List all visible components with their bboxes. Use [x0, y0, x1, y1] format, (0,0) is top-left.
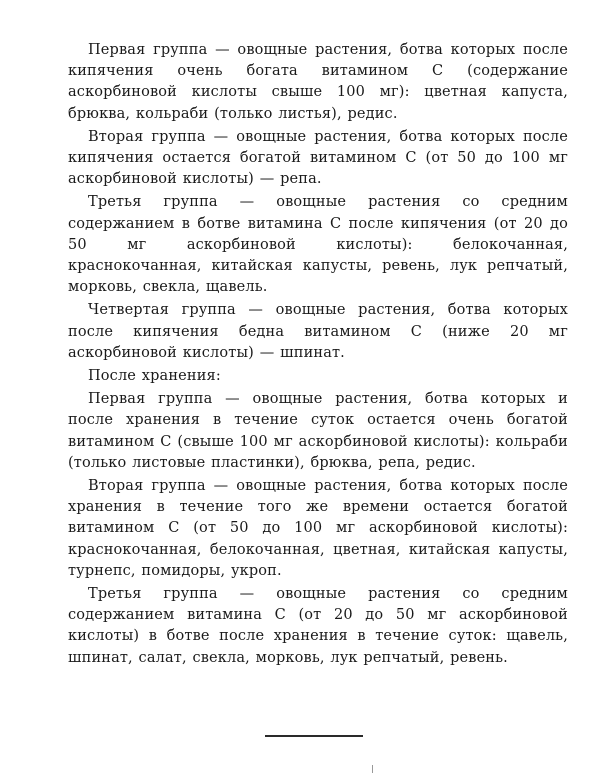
- paragraph-storage-group-1: Первая группа — овощные растения, ботва которых и после хранения в течение суток остается очень богатой витамином С (свыше 100 мг аскорбиновой кислоты): кольраби (только листовые пластинки), брюква, репа, редис.: [68, 391, 568, 471]
- scan-mark: [372, 765, 373, 773]
- text-body: [68, 40, 568, 669]
- end-divider-rule: [265, 735, 363, 737]
- paragraph-boiling-group-1: Первая группа — овощные растения, ботва которых после кипячения очень богата витамином С (содержание аскорбиновой кислоты свыше 100 мг): цветная капуста, брюква, кольраби (только листья), редис.: [68, 42, 568, 122]
- paragraph-boiling-group-4: Четвертая группа — овощные растения, ботва которых после кипячения бедна витамином С (ниже 20 мг аскорбиновой кислоты) — шпинат.: [68, 302, 568, 361]
- paragraph-storage-group-3: Третья группа — овощные растения со средним содержанием витамина С (от 20 до 50 мг аскорбиновой кислоты) в ботве после хранения в течение суток: щавель, шпинат, салат, свекла, морковь, лук репчатый, ревень.: [68, 586, 568, 666]
- section-heading-after-storage: После хранения:: [88, 368, 221, 385]
- paragraph-boiling-group-3: Третья группа — овощные растения со средним содержанием в ботве витамина С после кипячения (от 20 до 50 мг аскорбиновой кислоты): белокочанная, краснокочанная, китайская капусты, ревень, лук репчатый, морковь, свекла, щавель.: [68, 194, 568, 296]
- paragraph-boiling-group-2: Вторая группа — овощные растения, ботва которых после кипячения остается богатой витамином С (от 50 до 100 мг аскорбиновой кислоты) — репа.: [68, 128, 568, 188]
- paragraph-storage-group-2: Вторая группа — овощные растения, ботва которых после хранения в течение того же времени остается богатой витамином С (от 50 до 100 мг аскорбиновой кислоты): краснокочанная, белокочанная, цветная, китайская капусты, турнепс, помидоры, укроп.: [68, 478, 568, 579]
